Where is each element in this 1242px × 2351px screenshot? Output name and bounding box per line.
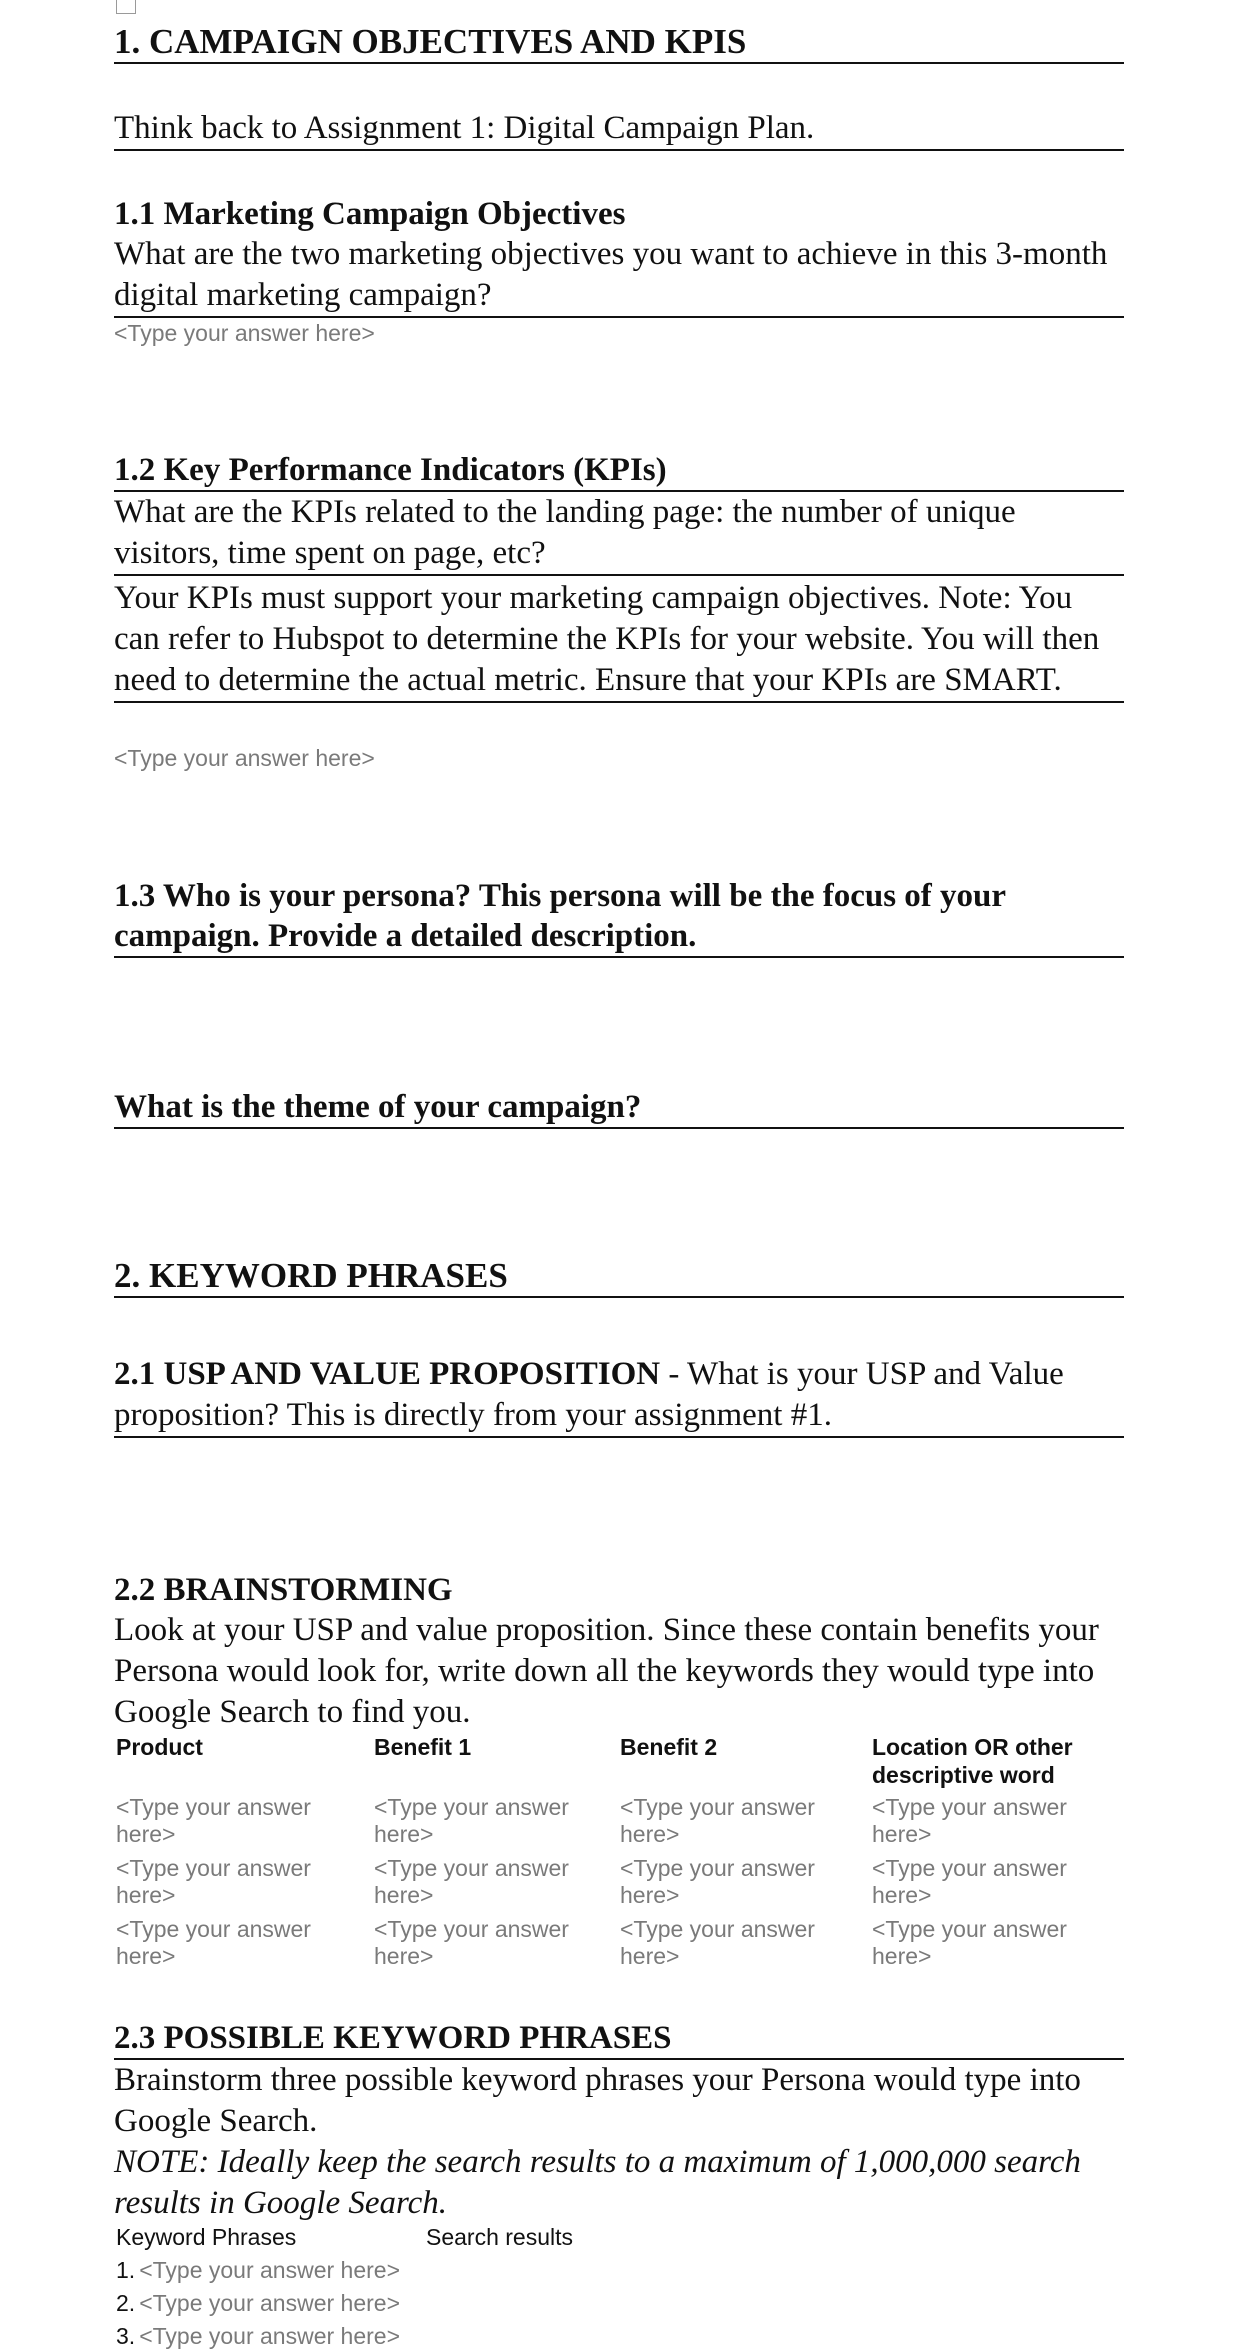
list-item (116, 2256, 400, 2284)
section-2-1-title: 2.1 USP AND VALUE PROPOSITION (114, 1356, 661, 1392)
table-cell[interactable]: <Type your answer here> (374, 1794, 569, 1847)
table-cell[interactable]: <Type your answer here> (872, 1794, 1067, 1847)
section-2-3-title: 2.3 POSSIBLE KEYWORD PHRASES (114, 2018, 1124, 2060)
answer-field-1-1[interactable]: <Type your answer here> (114, 320, 375, 346)
section-2-1-question: - What is your USP and Value proposition? This is directly from your assignment #1. (114, 1356, 1064, 1433)
section-1-1-question: What are the two marketing objectives you want to achieve in this 3-month digital marketing campaign? (114, 234, 1124, 318)
table-cell[interactable]: <Type your answer here> (620, 1855, 815, 1908)
answer-field-1-2[interactable]: <Type your answer here> (114, 745, 375, 771)
list-item-answer[interactable]: <Type your answer here> (139, 2257, 401, 2283)
section-2-1-text (114, 1354, 1124, 1438)
table-header-product: Product (116, 1734, 203, 1760)
table-cell[interactable]: <Type your answer here> (116, 1916, 311, 1969)
section-1-2-question: What are the KPIs related to the landing page: the number of unique visitors, time spent on page, etc? (114, 492, 1124, 576)
brainstorm-table (116, 1733, 1126, 1973)
table-cell[interactable]: <Type your answer here> (872, 1855, 1067, 1908)
section-1-3-title: 1.3 Who is your persona? This persona will be the focus of your campaign. Provide a detailed description. (114, 876, 1124, 958)
table-header-benefit-1: Benefit 1 (374, 1734, 472, 1760)
list-item-number: 2. (116, 2290, 136, 2316)
section-1-intro: Think back to Assignment 1: Digital Campaign Plan. (114, 108, 1124, 151)
section-2-2-title: 2.2 BRAINSTORMING (114, 1572, 453, 1608)
table-cell[interactable]: <Type your answer here> (116, 1855, 311, 1908)
section-1-2-note: Your KPIs must support your marketing campaign objectives. Note: You can refer to Hubspot to determine the KPIs for your website. You will then need to determine the actual metric. Ensure that your KPIs are SMART. (114, 578, 1124, 703)
table-cell[interactable]: <Type your answer here> (116, 1794, 311, 1847)
keyword-phrases-header: Keyword Phrases (116, 2224, 297, 2250)
section-2-title: 2. KEYWORD PHRASES (114, 1256, 1124, 1298)
section-1-2-title: 1.2 Key Performance Indicators (KPIs) (114, 450, 1124, 492)
table-cell[interactable]: <Type your answer here> (620, 1916, 815, 1969)
list-item-number: 3. (116, 2323, 136, 2349)
table-cell[interactable]: <Type your answer here> (620, 1794, 815, 1847)
list-item (116, 2322, 400, 2350)
list-item-answer[interactable]: <Type your answer here> (139, 2323, 401, 2349)
list-item-answer[interactable]: <Type your answer here> (139, 2290, 401, 2316)
checkbox[interactable] (116, 0, 136, 14)
list-item (116, 2289, 400, 2317)
section-2-3-note: NOTE: Ideally keep the search results to a maximum of 1,000,000 search results in Google Search. (114, 2144, 1081, 2221)
table-header-benefit-2: Benefit 2 (620, 1734, 718, 1760)
table-header-location: Location OR other descriptive word (872, 1734, 1073, 1788)
section-2-2-text: Look at your USP and value proposition. Since these contain benefits your Persona would look for, write down all the keywords they would type into Google Search to find you. (114, 1612, 1099, 1730)
search-results-header: Search results (426, 2224, 574, 2250)
table-cell[interactable]: <Type your answer here> (872, 1916, 1067, 1969)
table-cell[interactable]: <Type your answer here> (374, 1916, 569, 1969)
theme-title: What is the theme of your campaign? (114, 1087, 1124, 1129)
section-1-title: 1. CAMPAIGN OBJECTIVES AND KPIS (114, 22, 1124, 64)
table-cell[interactable]: <Type your answer here> (374, 1855, 569, 1908)
list-item-number: 1. (116, 2257, 136, 2283)
section-1-1-title: 1.1 Marketing Campaign Objectives (114, 196, 626, 232)
section-2-3-text: Brainstorm three possible keyword phrases your Persona would type into Google Search. (114, 2062, 1081, 2139)
